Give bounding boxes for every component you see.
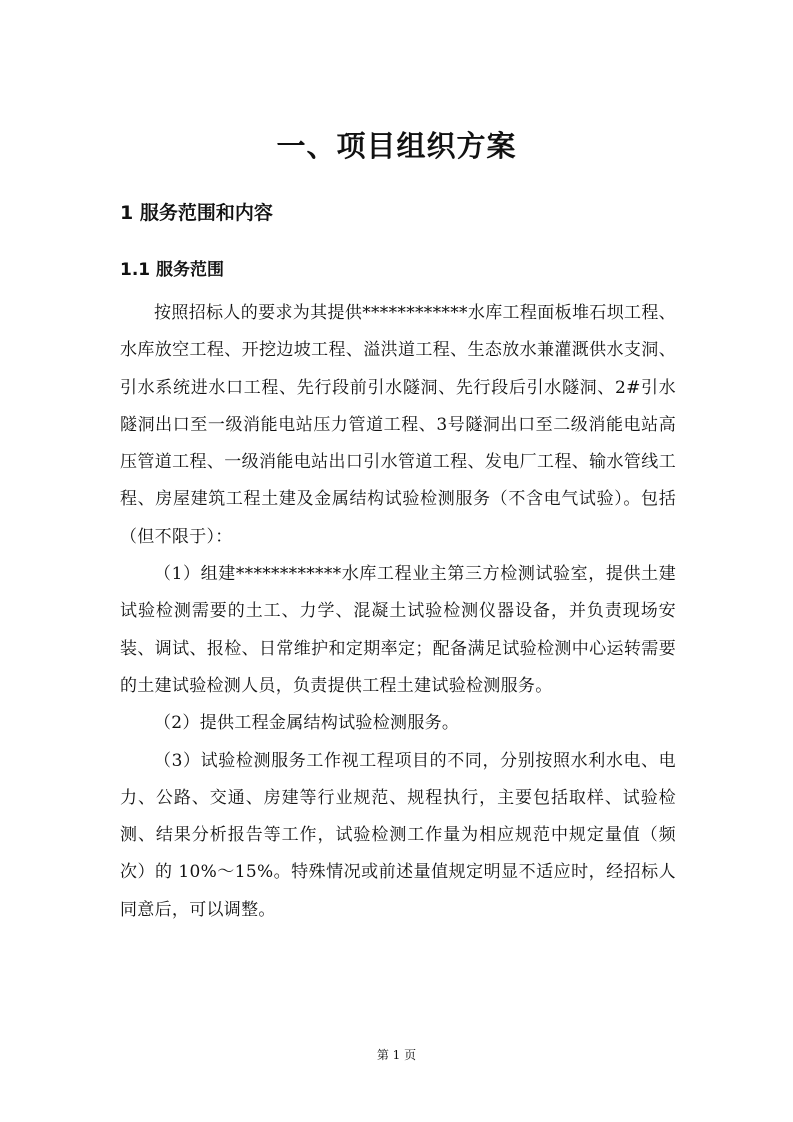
paragraph-item-2: （2）提供工程金属结构试验检测服务。 bbox=[154, 713, 460, 734]
paragraph-item-1: （1）组建************水库工程业主第三方检测试验室，提供土建试验检测需要的土工、力学、混凝土试验检测仪器设备，并负责现场安装、调试、报检、日常维护和定期率定；配备满足试验检测中心运转需要的土建试验检测人员，负责提供工程土建试验检测服务。 bbox=[120, 564, 676, 696]
document-title: 一、项目组织方案 bbox=[276, 129, 517, 163]
body-text bbox=[120, 295, 676, 929]
section-heading: 1 服务范围和内容 bbox=[120, 202, 273, 224]
paragraph-service-scope: 按照招标人的要求为其提供************水库工程面板堆石坝工程、水库放空工程、开挖边坡工程、溢洪道工程、生态放水兼灌溉供水支洞、引水系统进水口工程、先行段前引水隧洞、先行段后引水隧洞、2#引水隧洞出口至一级消能电站压力管道工程、3号隧洞出口至二级消能电站高压管道工程、一级消能电站出口引水管道工程、发电厂工程、输水管线工程、房屋建筑工程土建及金属结构试验检测服务（不含电气试验）。包括（但不限于）： bbox=[120, 303, 676, 547]
paragraph-item-3: （3）试验检测服务工作视工程项目的不同，分别按照水利水电、电力、公路、交通、房建等行业规范、规程执行，主要包括取样、试验检测、结果分析报告等工作，试验检测工作量为相应规范中规定量值（频次）的 10%～15%。特殊情况或前述量值规定明显不适应时，经招标人同意后，可以调整。 bbox=[120, 750, 676, 920]
page-number-footer: 第 1 页 bbox=[376, 1048, 417, 1062]
subsection-heading: 1.1 服务范围 bbox=[120, 260, 225, 280]
